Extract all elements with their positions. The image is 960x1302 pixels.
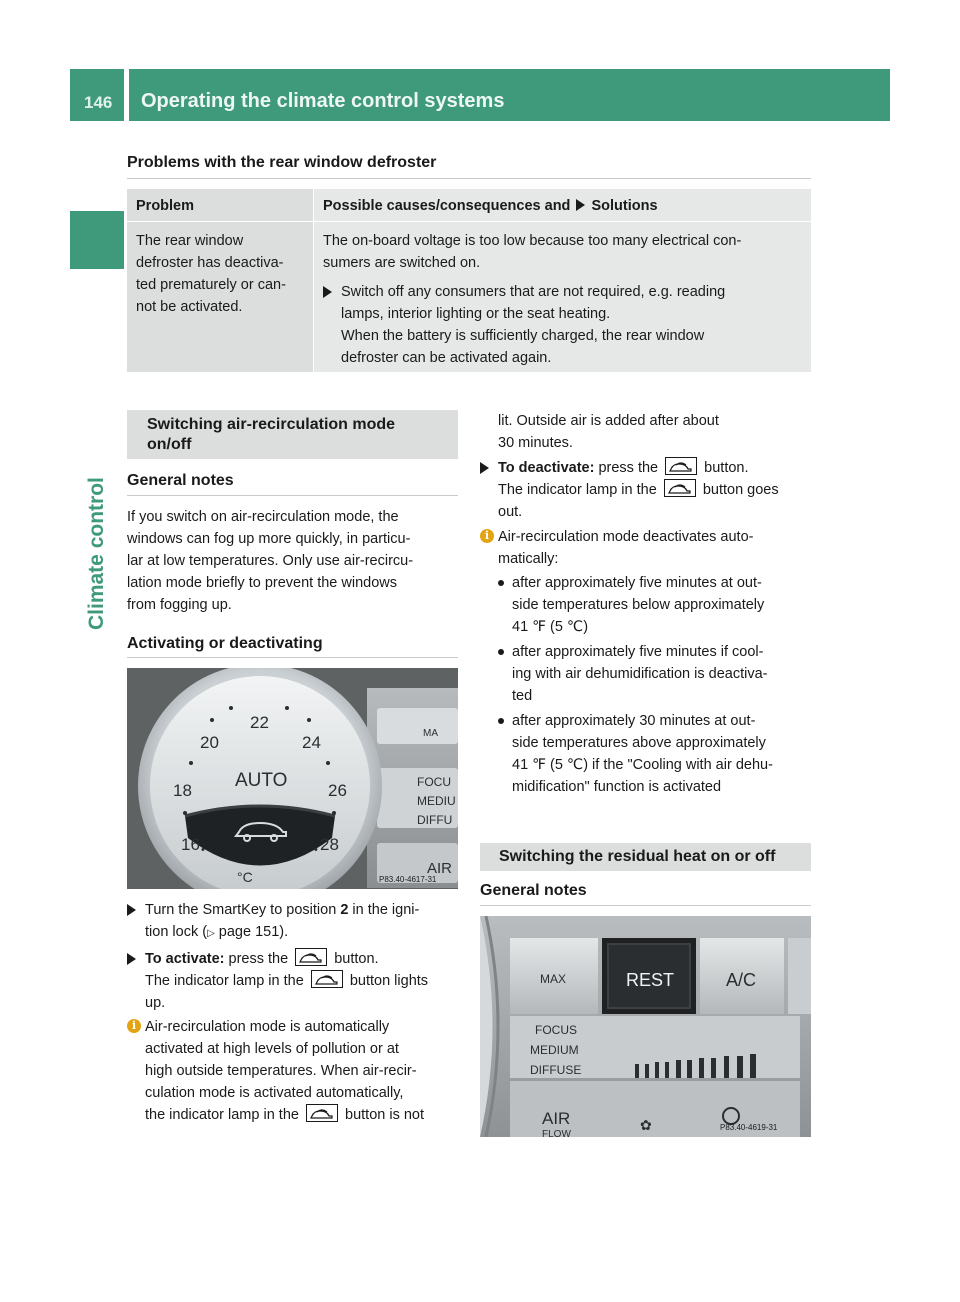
- step-text: button goes: [698, 482, 779, 498]
- temp-18: 18: [173, 781, 192, 800]
- diffuse-label: DIFFU: [417, 813, 453, 827]
- info-auto-deactivation: [480, 526, 815, 570]
- info-auto-activation: [127, 1016, 462, 1126]
- text-line: sumers are switched on.: [323, 255, 481, 271]
- text-line: 41 ℉ (5 ℃): [512, 619, 589, 635]
- auto-label: AUTO: [235, 770, 288, 791]
- play-arrow-icon: [127, 953, 136, 965]
- solution-step: [323, 281, 808, 369]
- list-item: [496, 710, 815, 798]
- position-number: 2: [340, 902, 349, 918]
- text-line: When the battery is sufficiently charged, the rear window: [341, 328, 705, 344]
- page-reference[interactable]: page 151).: [218, 924, 289, 940]
- right-column-text: [480, 410, 815, 798]
- car-recirculation-icon: [665, 457, 697, 475]
- text-line: side temperatures below approximately: [512, 597, 765, 613]
- recirc-heading-box: [127, 410, 458, 459]
- side-tab-block: [70, 211, 124, 269]
- text-line: lation mode briefly to prevent the windows: [127, 575, 398, 591]
- focus-label: FOCU: [417, 775, 451, 789]
- text-line: high outside temperatures. When air-recir-: [145, 1063, 417, 1079]
- deactivate-label: To deactivate:: [498, 460, 595, 476]
- title-rule: [127, 178, 811, 179]
- deactivation-bullets: [480, 572, 815, 798]
- triangle-right-icon: ▷: [207, 928, 215, 939]
- step-text: press the: [594, 460, 663, 476]
- step-text: button.: [330, 951, 379, 967]
- text-line: ted: [512, 688, 533, 704]
- text-line: after approximately five minutes at out-: [512, 575, 762, 591]
- svg-text:•: •: [314, 844, 318, 856]
- image-code: P83.40-4619-31: [720, 1123, 778, 1132]
- car-recirculation-icon: [664, 479, 696, 497]
- temp-28: 28: [320, 835, 339, 854]
- temp-24: 24: [302, 733, 321, 752]
- cause-text: [323, 230, 808, 369]
- text-line: [145, 948, 462, 970]
- step-text: button lights: [345, 973, 429, 989]
- step-text: button.: [700, 460, 749, 476]
- table-cell-causes: [314, 222, 811, 372]
- temp-20: 20: [200, 733, 219, 752]
- image-code: P83.40-4617-31: [379, 875, 437, 884]
- heading-rule: [127, 495, 458, 496]
- text-line: lar at low temperatures. Only use air-recircu-: [127, 553, 414, 569]
- recirc-notes: [127, 506, 462, 616]
- recirc-steps: [127, 899, 462, 1126]
- max-label: MA: [423, 728, 438, 739]
- info-text: the indicator lamp in the: [145, 1107, 303, 1123]
- info-icon: i: [127, 1019, 141, 1033]
- svg-text:•: •: [201, 844, 205, 856]
- climate-dial-illustration: [127, 668, 458, 889]
- heading-line: on/off: [147, 436, 192, 453]
- text-line: defroster has deactiva-: [136, 255, 284, 271]
- text-line: Air-recirculation mode deactivates auto-: [498, 529, 754, 545]
- temp-16: 16: [181, 835, 200, 854]
- text-line: The on-board voltage is too low because too many electrical con-: [323, 233, 742, 249]
- text-line: out.: [498, 504, 523, 520]
- chapter-header: [129, 69, 890, 121]
- temp-26: 26: [328, 781, 347, 800]
- medium-label: MEDIUM: [530, 1043, 579, 1057]
- focus-label: FOCUS: [535, 1023, 577, 1037]
- text-line: 30 minutes.: [498, 435, 573, 451]
- text-line: after approximately 30 minutes at out-: [512, 713, 756, 729]
- table-header-problem: [127, 189, 313, 221]
- step-deactivate: [480, 457, 815, 523]
- play-arrow-icon: [323, 286, 332, 298]
- text-line: not be activated.: [136, 299, 243, 315]
- text-line: matically:: [498, 551, 559, 567]
- text-line: lit. Outside air is added after about: [498, 413, 719, 429]
- text-line: 41 ℉ (5 ℃) if the "Cooling with air dehu-: [512, 757, 773, 773]
- info-icon: i: [480, 529, 494, 543]
- step-text: The indicator lamp in the: [498, 482, 661, 498]
- text-line: The rear window: [136, 233, 244, 249]
- residual-heading: Switching the residual heat on or off: [499, 848, 776, 865]
- play-arrow-icon: [127, 904, 136, 916]
- heading-rule: [127, 657, 458, 658]
- col-problem: Problem: [136, 198, 195, 214]
- info-text: button is not: [340, 1107, 425, 1123]
- step-text: The indicator lamp in the: [145, 973, 308, 989]
- text-line: culation mode is activated automatically,: [145, 1085, 404, 1101]
- diffuse-label: DIFFUSE: [530, 1063, 582, 1077]
- heading-line: Switching air-recirculation mode: [147, 416, 396, 433]
- step-text: Turn the SmartKey to position: [145, 902, 341, 918]
- side-tab-label: Climate control: [85, 477, 108, 630]
- air-label: AIR: [542, 1109, 571, 1128]
- text-line: midification" function is activated: [512, 779, 722, 795]
- activating-heading: Activating or deactivating: [127, 635, 323, 652]
- recirc-heading: [147, 415, 395, 455]
- text-line: defroster can be activated again.: [341, 350, 552, 366]
- text-line: Air-recirculation mode is automatically: [145, 1019, 390, 1035]
- col-solutions-text: Solutions: [591, 198, 658, 214]
- step-text: press the: [224, 951, 293, 967]
- text-line: [145, 970, 462, 992]
- table-cell-problem: [127, 222, 313, 372]
- text-line: from fogging up.: [127, 597, 232, 613]
- temp-22: 22: [250, 713, 269, 732]
- medium-label: MEDIU: [417, 794, 456, 808]
- step-smartkey: [127, 899, 462, 945]
- page-number-box: [70, 69, 124, 121]
- residual-heading-box: [480, 843, 811, 871]
- play-arrow-icon: [576, 199, 585, 211]
- control-panel-image: [480, 916, 811, 1137]
- list-item: [496, 641, 815, 707]
- text-line: [145, 899, 462, 921]
- text-line: windows can fog up more quickly, in particu-: [127, 531, 411, 547]
- car-recirculation-icon: [311, 970, 343, 988]
- problem-text: [136, 230, 286, 318]
- climate-dial-image: [127, 668, 458, 889]
- text-line: [498, 457, 815, 479]
- text-line: [145, 921, 462, 945]
- text-line: lamps, interior lighting or the seat heating.: [341, 306, 611, 322]
- text-line: [498, 479, 815, 501]
- table-header-causes: [314, 189, 811, 221]
- rest-label: REST: [626, 970, 675, 990]
- car-recirculation-icon: [306, 1104, 338, 1122]
- info-continuation: [480, 410, 815, 454]
- step-activate: [127, 948, 462, 1014]
- col-causes-text: Possible causes/consequences and: [323, 198, 571, 214]
- text-line: [145, 1104, 462, 1126]
- text-line: side temperatures above approximately: [512, 735, 766, 751]
- text-line: ing with air dehumidification is deactiva-: [512, 666, 768, 682]
- rear-defroster-title: Problems with the rear window defroster: [127, 154, 437, 171]
- text-line: Switch off any consumers that are not required, e.g. reading: [341, 284, 726, 300]
- step-text: in the igni-: [348, 902, 420, 918]
- flow-label: FLOW: [542, 1129, 571, 1137]
- fan-icon: ✿: [640, 1117, 652, 1133]
- list-item: [496, 572, 815, 638]
- step-text: tion lock (: [145, 924, 208, 940]
- page-number: 146: [84, 93, 113, 112]
- text-line: ted prematurely or can-: [136, 277, 286, 293]
- text-line: after approximately five minutes if cool-: [512, 644, 764, 660]
- residual-general-notes: General notes: [480, 882, 587, 899]
- play-arrow-icon: [480, 462, 489, 474]
- air-label: AIR: [427, 860, 453, 877]
- car-recirculation-icon: [295, 948, 327, 966]
- text-line: activated at high levels of pollution or at: [145, 1041, 399, 1057]
- max-label: MAX: [540, 972, 567, 986]
- col-causes: [323, 198, 658, 214]
- side-tab: [70, 278, 124, 638]
- activate-label: To activate:: [145, 951, 225, 967]
- unit-label: °C: [237, 869, 253, 885]
- ac-label: A/C: [726, 970, 757, 990]
- text-line: If you switch on air-recirculation mode, the: [127, 509, 399, 525]
- heading-rule: [480, 905, 811, 906]
- text-line: up.: [145, 995, 166, 1011]
- control-panel-illustration: [480, 916, 811, 1137]
- chapter-title: Operating the climate control systems: [141, 90, 505, 112]
- general-notes-heading: General notes: [127, 472, 234, 489]
